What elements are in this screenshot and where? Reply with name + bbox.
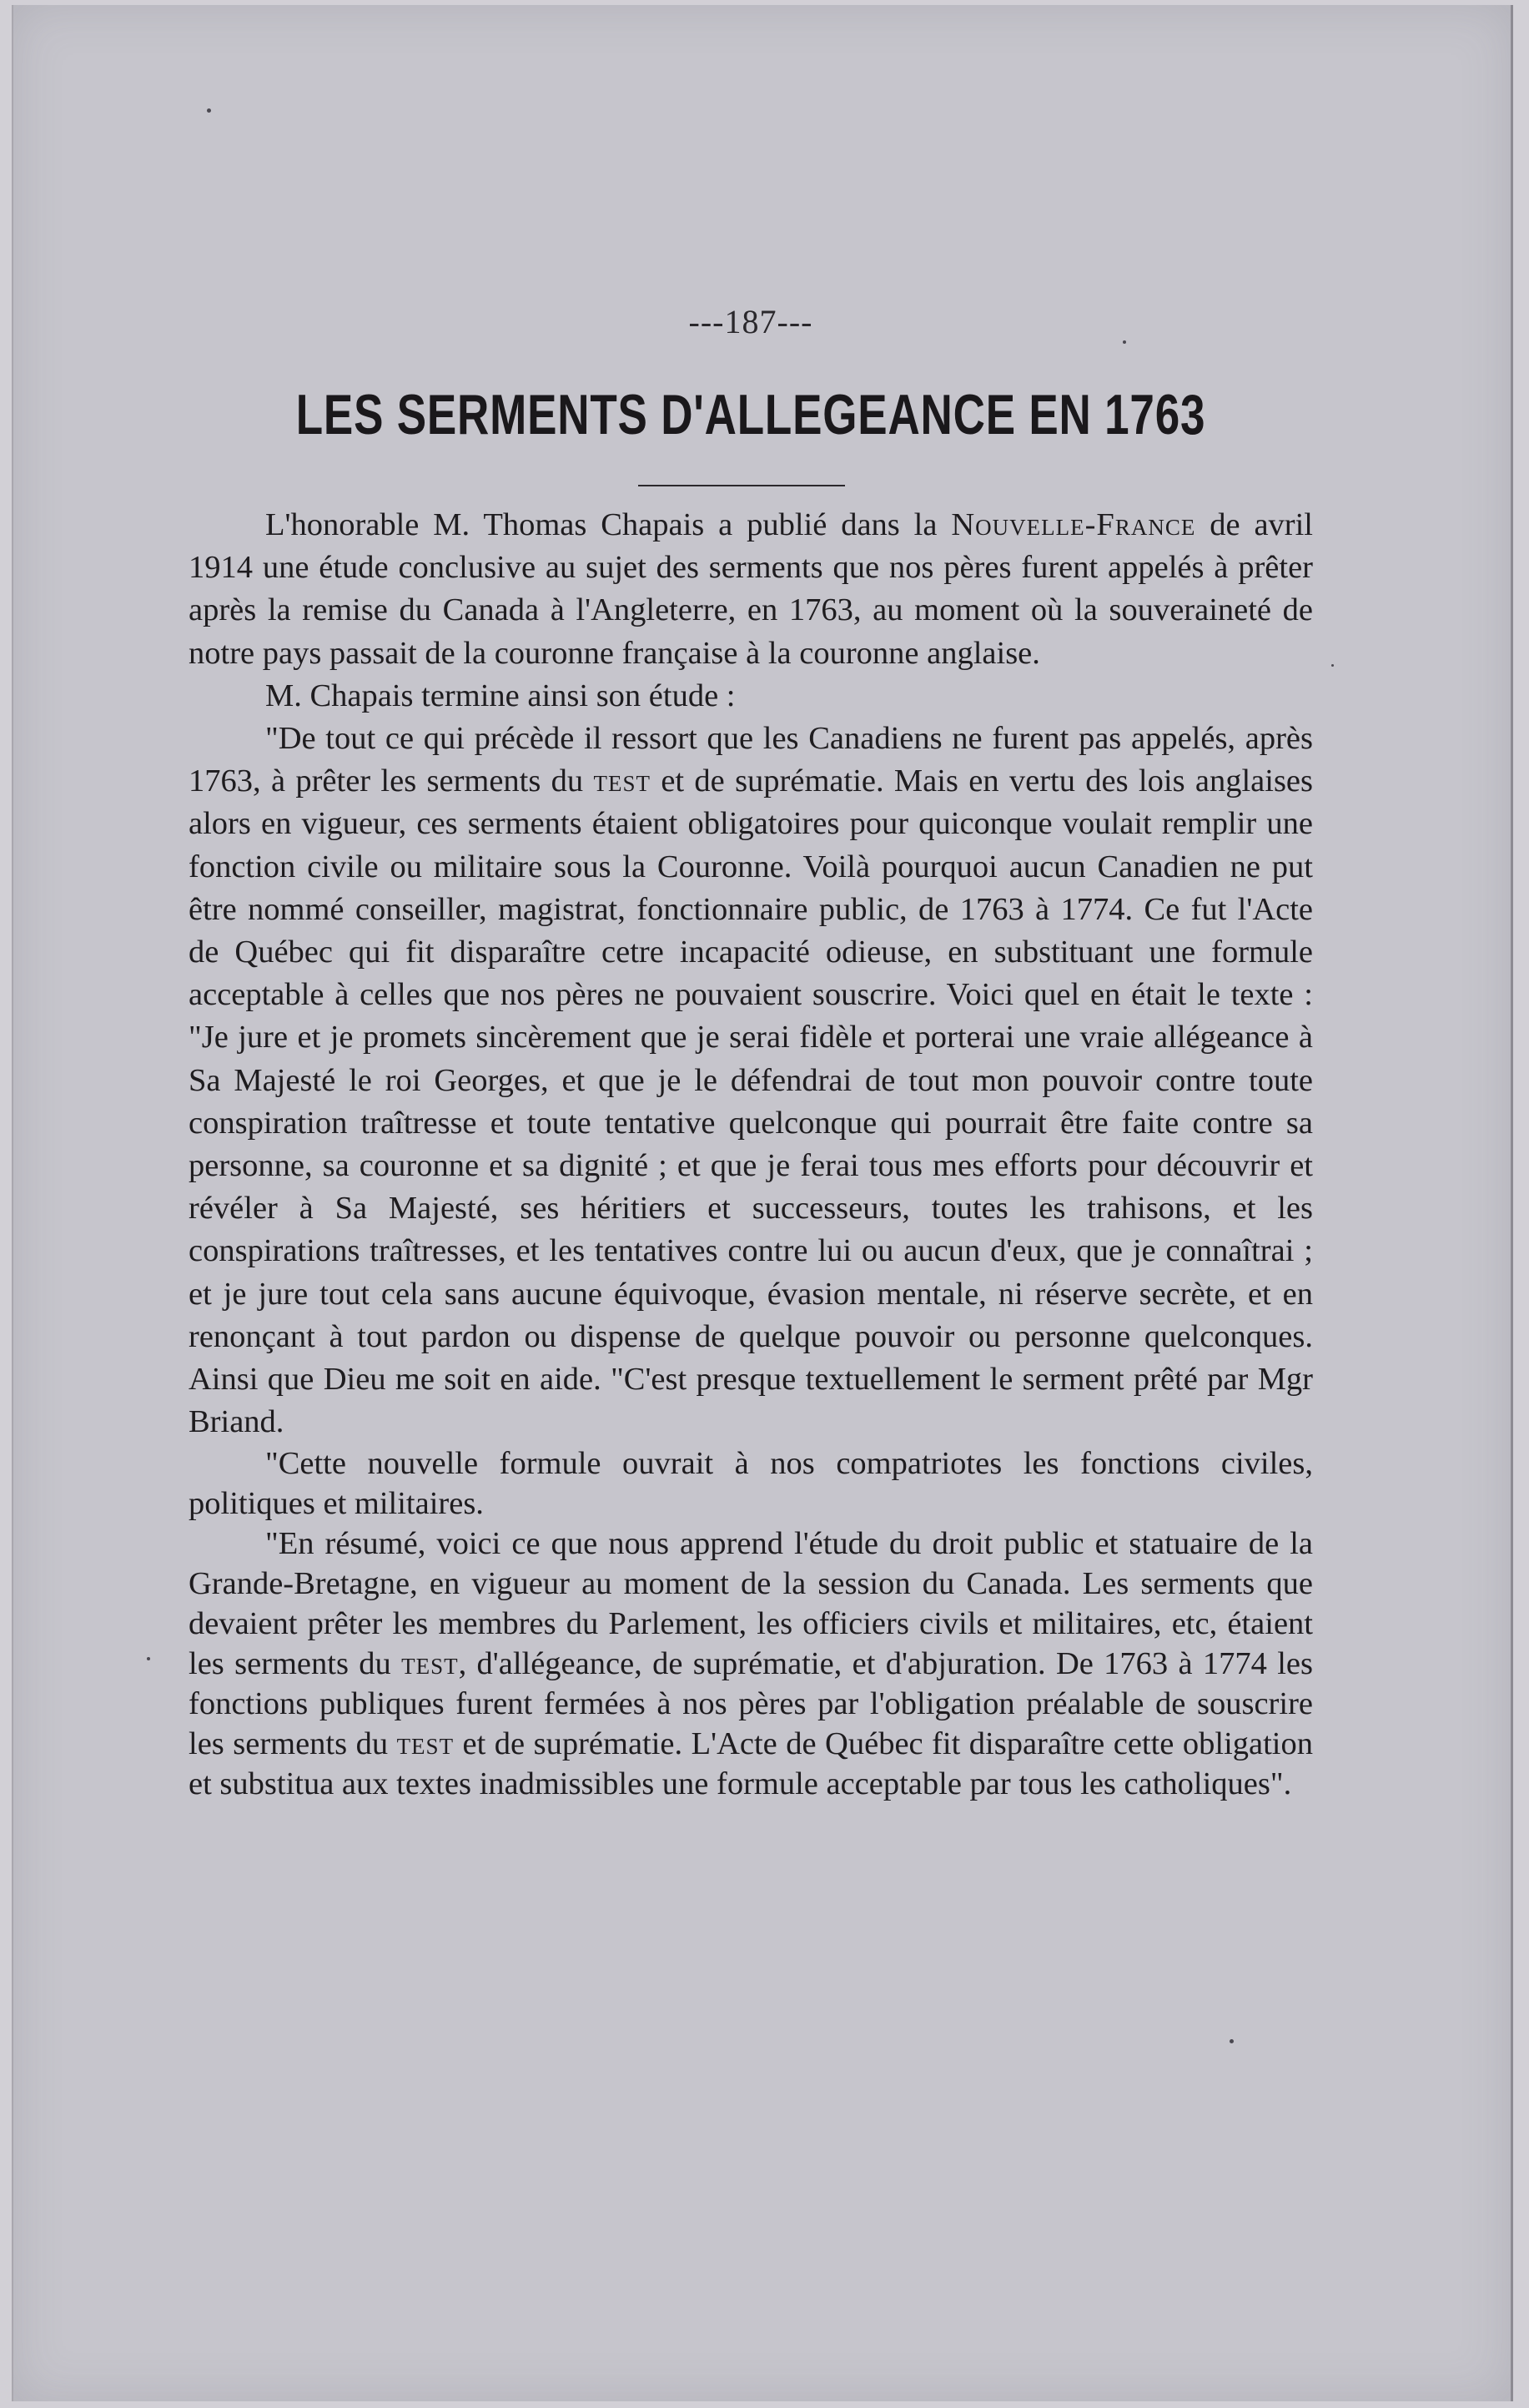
test-term: test: [593, 763, 651, 799]
paragraph-new-formula: "Cette nouvelle formule ouvrait à nos compatriotes les fonctions civiles, politiques et militaires.: [189, 1446, 1313, 1522]
paragraph-intro: L'honorable M. Thomas Chapais a publié dans la Nouvelle-France de avril 1914 une étude conclusive au sujet des serments que nos pères furent appelés à prêter après la remise du Canada à l'Angleterre, en 1763, au moment où la souveraineté de notre pays passait de la couronne française à la couronne anglaise.: [189, 507, 1314, 671]
paper-speck: [1331, 664, 1334, 667]
page-number: ---187---: [688, 303, 813, 340]
article-body: [189, 504, 1313, 1804]
article-title: LES SERMENTS D'ALLEGEANCE EN 1763: [295, 383, 1206, 446]
paragraph-summary: "En résumé, voici ce que nous apprend l'étude du droit public et statuaire de la Grande-Bretagne, en vigueur au moment de la session du Canada. Les serments que devaient prêter les membres du Parlement, les officiers civils et militaires, etc, étaient les serments du test, d'allégeance, de suprématie, et d'abjuration. De 1763 à 1774 les fonctions publiques furent fermées à nos pères par l'obligation préalable de souscrire les serments du test et de suprématie. L'Acte de Québec fit disparaître cette obligation et substitua aux textes inadmissibles une formule acceptable par tous les catholiques".: [189, 1526, 1313, 1802]
title-divider: [638, 485, 845, 486]
paragraph-quote-oath: "De tout ce qui précède il ressort que les Canadiens ne furent pas appelés, après 1763, à prêter les serments du test et de suprématie. Mais en vertu des lois anglaises alors en vigueur, ces serments étaient obligatoires pour quiconque voulait remplir une fonction civile ou militaire sous la Couronne. Voilà pourquoi aucun Canadien ne put être nommé conseiller, magistrat, fonctionnaire public, de 1763 à 1774. Ce fut l'Acte de Québec qui fit disparaître cetre incapacité odieuse, en substituant une formule acceptable à celles que nos pères ne pouvaient souscrire. Voici quel en était le texte : "Je jure et je promets sincèrement que je serai fidèle et porterai une vraie allégeance à Sa Majesté le roi Georges, et que je le défendrai de tout mon pouvoir contre toute conspiration traîtresse et toute tentative quelconque qui pourrait être faite contre sa personne, sa couronne et sa dignité ; et que je ferai tous mes efforts pour découvrir et révéler à Sa Majesté, ses héritiers et successeurs, toutes les trahisons, et les conspirations traîtresses, et les tentatives contre lui ou aucun d'eux, que je connaîtrai ; et je jure tout cela sans aucune équivoque, évasion mentale, ni réserve secrète, et en renonçant à tout pardon ou dispense de quelque pouvoir ou personne quelconques. Ainsi que Dieu me soit en aide. "C'est presque textuellement le serment prêté par Mgr Briand.: [189, 721, 1313, 1440]
paragraph-transition: M. Chapais termine ainsi son étude :: [265, 678, 736, 713]
paper-speck: [207, 108, 211, 113]
paper-speck: [1230, 2039, 1234, 2043]
test-term: test: [396, 1726, 455, 1762]
journal-name: Nouvelle-France: [951, 507, 1196, 542]
paper-speck: [147, 1657, 150, 1660]
test-term: test: [401, 1646, 459, 1682]
